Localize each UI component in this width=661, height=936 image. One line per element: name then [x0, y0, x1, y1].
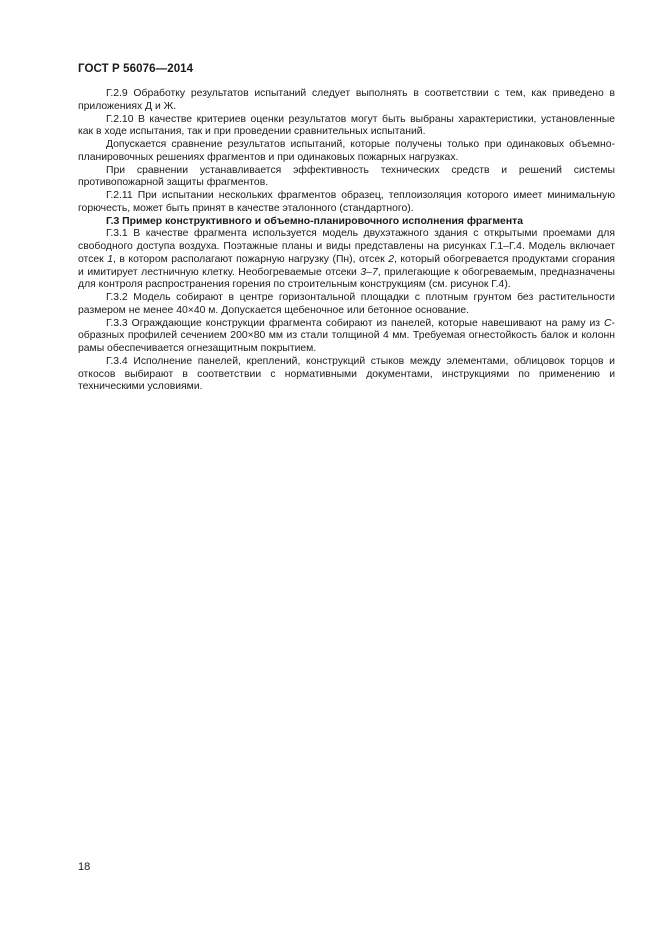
- paragraph-g-2-10-comparison: Допускается сравнение результатов испытаний, которые получены только при одинаковых объемно-планировочных решениях фрагментов и при одинаковых пожарных нагрузках.: [78, 139, 615, 163]
- text-run: , в котором располагают пожарную нагрузку (Пн), отсек: [113, 253, 389, 265]
- document-header-code: ГОСТ Р 56076—2014: [78, 63, 194, 75]
- paragraph-g-3-2: Г.3.2 Модель собирают в центре горизонтальной площадки с плотным грунтом без растительности размером не менее 40×40 м. Допускается щебеночное или бетонное основание.: [78, 292, 615, 316]
- italic-run: 1: [107, 253, 113, 265]
- paragraph-g-2-11: Г.2.11 При испытании нескольких фрагментов образец, теплоизоляция которого имеет минимальную горючесть, может быть принят в качестве эталонного (стандартного).: [78, 190, 615, 214]
- italic-run: 3–7: [360, 266, 378, 278]
- document-body: [78, 88, 615, 394]
- paragraph-g-3-4: Г.3.4 Исполнение панелей, креплений, конструкций стыков между элементами, облицовок торцов и откосов выбирают в соответствии с нормативными документами, инструкциями по применению и техническими условиями.: [78, 355, 615, 393]
- paragraph-g-3-3: [78, 318, 615, 356]
- page-number: 18: [78, 861, 91, 873]
- section-heading-g-3: Г.3 Пример конструктивного и объемно-планировочного исполнения фрагмента: [106, 215, 523, 227]
- paragraph-g-2-10-efficiency: При сравнении устанавливается эффективность технических средств и решений системы противопожарной защиты фрагментов.: [78, 164, 615, 189]
- paragraph-g-2-10: Г.2.10 В качестве критериев оценки результатов могут быть выбраны характеристики, установленные как в ходе испытания, так и при проведении сравнительных испытаний.: [78, 113, 615, 138]
- text-run: Г.3.1 В качестве фрагмента используется модель двухэтажного здания с открытыми проемами для свободного доступа воздуха. Поэтажные планы и виды представлены на рисунках Г.1–Г.4. Модель включает отсек: [78, 228, 615, 265]
- italic-run: 2: [388, 253, 394, 265]
- text-run: Г.3.3 Ограждающие конструкции фрагмента собирают из панелей, которые навешивают на раму из: [106, 317, 605, 329]
- text-run: -образных профилей сечением 200×80 мм из стали толщиной 4 мм. Требуемая огнестойкость балок и колонн рамы обеспечивается огнезащитным покрытием.: [78, 317, 615, 354]
- text-run: , который обогревается продуктами сгорания и имитирует лестничную клетку. Необогреваемые отсеки: [78, 253, 615, 278]
- italic-run: С: [604, 317, 612, 329]
- paragraph-g-2-9: Г.2.9 Обработку результатов испытаний следует выполнять в соответствии с тем, как приведено в приложениях Д и Ж.: [78, 88, 615, 112]
- paragraph-g-3-1: [78, 228, 615, 292]
- text-run: , прилегающие к обогреваемым, предназначены для контроля распространения горения по строительным конструкциям (см. рисунок Г.4).: [78, 266, 615, 291]
